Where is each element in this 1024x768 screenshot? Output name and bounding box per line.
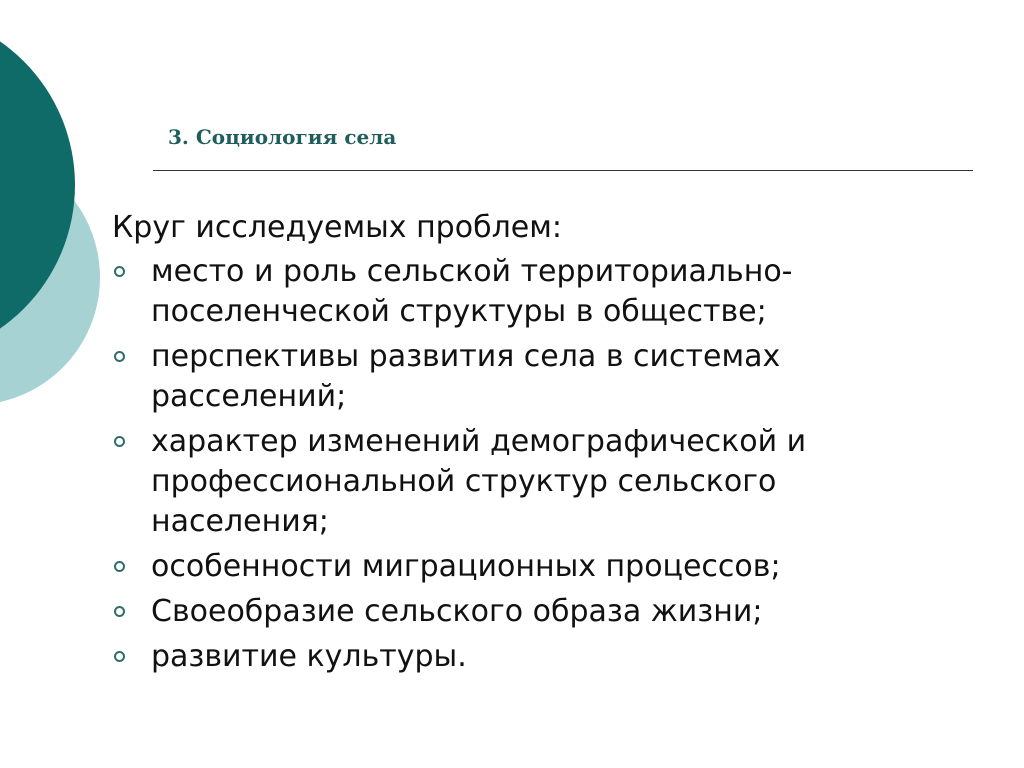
- list-item: [112, 252, 952, 332]
- circle-bullet-icon: [114, 436, 125, 447]
- list-item: [112, 337, 952, 417]
- circle-bullet-icon: [114, 561, 125, 572]
- list-item: [112, 637, 952, 677]
- slide-content: [112, 206, 952, 682]
- circle-bullet-icon: [114, 266, 125, 277]
- list-item-text: развитие культуры.: [151, 639, 467, 674]
- list-item: [112, 422, 952, 542]
- list-item: [112, 547, 952, 587]
- circle-bullet-icon: [114, 606, 125, 617]
- problems-list: [112, 252, 952, 677]
- list-item-text: перспективы развития села в системах расселений;: [151, 339, 781, 414]
- list-item-text: Своеобразие сельского образа жизни;: [151, 594, 763, 629]
- circle-bullet-icon: [114, 651, 125, 662]
- list-item-text: особенности миграционных процессов;: [151, 549, 781, 584]
- list-item: [112, 592, 952, 632]
- title-divider: [153, 170, 973, 171]
- slide-title: 3. Социология села: [168, 125, 397, 149]
- content-heading: Круг исследуемых проблем:: [112, 210, 562, 245]
- list-item-text: характер изменений демографической и профессиональной структур сельского населения;: [151, 424, 807, 539]
- list-item-text: место и роль сельской территориально-поселенческой структуры в обществе;: [151, 254, 793, 329]
- circle-bullet-icon: [114, 351, 125, 362]
